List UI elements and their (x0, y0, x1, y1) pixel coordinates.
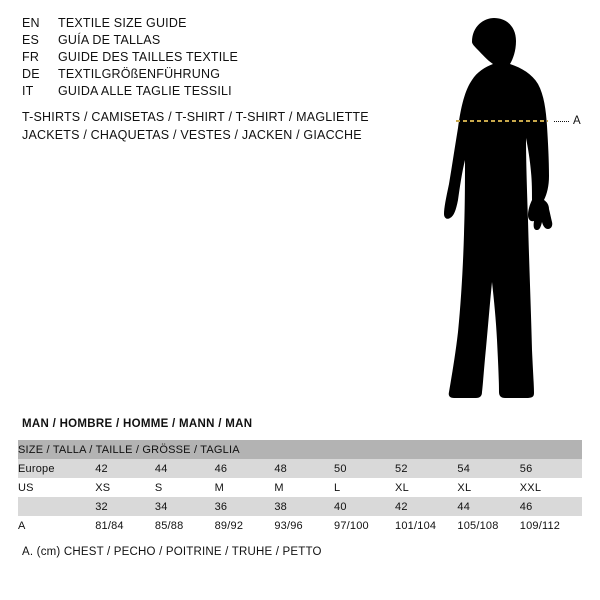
measure-label-a: A (573, 115, 581, 127)
language-row (22, 16, 382, 33)
cell-value: 56 (519, 462, 533, 475)
cell-value: 48 (274, 462, 287, 475)
language-title: TEXTILE SIZE GUIDE (58, 16, 187, 30)
garment-category-list (22, 110, 422, 146)
cell-value: 109/112 (519, 519, 561, 532)
cell-value: 54 (457, 462, 471, 475)
row-label: US (18, 481, 34, 494)
cell-value: 44 (154, 462, 168, 475)
silhouette-icon (410, 10, 595, 405)
language-row (22, 84, 382, 101)
category-tshirts: T-SHIRTS / CAMISETAS / T-SHIRT / T-SHIRT / MAGLIETTE (22, 110, 369, 124)
language-row (22, 50, 382, 67)
cell-value: 105/108 (457, 519, 499, 532)
cell-value: 46 (519, 500, 533, 513)
row-label (18, 497, 95, 516)
language-code: EN (22, 16, 40, 30)
language-code: DE (22, 67, 40, 81)
cell-value: XS (95, 481, 111, 494)
cell-value: 42 (95, 462, 108, 475)
cell-value: 85/88 (154, 519, 184, 532)
size-table (18, 440, 582, 535)
male-silhouette-figure (410, 10, 595, 405)
cell-value: 101/104 (395, 519, 437, 532)
table-header-row (18, 440, 582, 459)
cell-value: M (274, 481, 284, 494)
language-title: GUIDE DES TAILLES TEXTILE (58, 50, 239, 64)
language-code: FR (22, 50, 40, 64)
language-row (22, 33, 382, 50)
language-list (22, 16, 382, 101)
table-footnote: A. (cm) CHEST / PECHO / POITRINE / TRUHE / PETTO (22, 546, 322, 558)
cell-value: L (334, 481, 341, 494)
table-header-label: SIZE / TALLA / TAILLE / GRÖSSE / TAGLIA (18, 443, 240, 456)
cell-value: 44 (457, 500, 471, 513)
cell-value: 42 (395, 500, 408, 513)
language-title: GUÍA DE TALLAS (58, 33, 161, 47)
language-title: TEXTILGRÖßENFÜHRUNG (58, 67, 221, 81)
language-row (22, 67, 382, 84)
language-code: IT (22, 84, 34, 98)
cell-value: 89/92 (214, 519, 244, 532)
table-row (18, 516, 582, 535)
table-row (18, 497, 582, 516)
row-label: Europe (18, 462, 55, 475)
cell-value: 52 (395, 462, 408, 475)
cell-value: 32 (95, 500, 108, 513)
cell-value: 36 (214, 500, 228, 513)
language-code: ES (22, 33, 40, 47)
cell-value: 40 (334, 500, 347, 513)
category-jackets: JACKETS / CHAQUETAS / VESTES / JACKEN / GIACCHE (22, 128, 362, 142)
cell-value: 46 (214, 462, 228, 475)
cell-value: 93/96 (274, 519, 303, 532)
cell-value: 34 (154, 500, 168, 513)
table-row (18, 459, 582, 478)
cell-value: XL (395, 481, 409, 494)
cell-value: 81/84 (95, 519, 124, 532)
cell-value: XXL (519, 481, 542, 494)
measure-leader-line (554, 121, 569, 122)
cell-value: S (154, 481, 163, 494)
table-row (18, 478, 582, 497)
cell-value: XL (457, 481, 472, 494)
table-section-title: MAN / HOMBRE / HOMME / MANN / MAN (22, 418, 253, 430)
cell-value: 38 (274, 500, 287, 513)
language-title: GUIDA ALLE TAGLIE TESSILI (58, 84, 232, 98)
cell-value: 97/100 (334, 519, 369, 532)
cell-value: 50 (334, 462, 347, 475)
cell-value: M (214, 481, 224, 494)
row-label: A (18, 519, 26, 532)
